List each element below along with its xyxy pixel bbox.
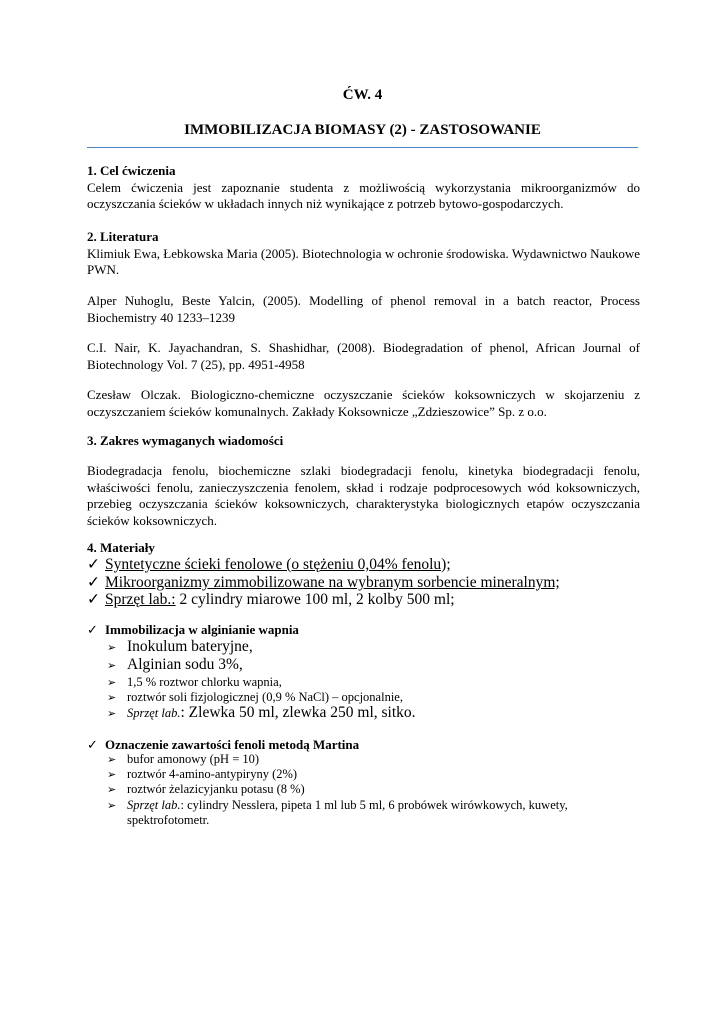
list-item-continuation: spektrofotometr.: [127, 813, 210, 827]
arrow-bullet-icon: ➢: [107, 783, 117, 796]
list-item: ➢ Alginian sodu 3%,: [107, 656, 243, 673]
checkmark-icon: ✓: [87, 573, 100, 591]
checkmark-icon: ✓: [87, 623, 98, 638]
list-item: ➢ 1,5 % roztwor chlorku wapnia,: [107, 675, 282, 689]
arrow-bullet-icon: ➢: [107, 676, 117, 689]
arrow-bullet-icon: ➢: [107, 799, 117, 812]
section-heading-cel: 1. Cel ćwiczenia: [87, 163, 176, 178]
reference-item: Klimiuk Ewa, Łebkowska Maria (2005). Biotechnologia w ochronie środowiska. Wydawnictwo Naukowe PWN.: [87, 245, 640, 277]
list-item: ➢ Inokulum bateryjne,: [107, 638, 253, 655]
section-text-cel: Celem ćwiczenia jest zapoznanie studenta z możliwością wykorzystania mikroorganizmów do oczyszczania ścieków w układach innych niż wynikające z potrzeb bytowo-gospodarczych.: [87, 179, 640, 211]
section-heading-zakres: 3. Zakres wymaganych wiadomości: [87, 433, 284, 448]
reference-item: C.I. Nair, K. Jayachandran, S. Shashidhar, (2008). Biodegradation of phenol, African Journal of Biotechnology Vol. 7 (25), pp. 4951-4958: [87, 340, 640, 372]
list-item: ➢ Sprzęt lab.: Zlewka 50 ml, zlewka 250 ml, sitko.: [107, 704, 416, 721]
exercise-code: ĆW. 4: [342, 87, 383, 103]
section-literatura: [87, 229, 640, 279]
title-divider: [87, 147, 638, 148]
arrow-bullet-icon: ➢: [107, 753, 117, 766]
section-heading-literatura: 2. Literatura: [87, 229, 159, 244]
subsection-heading: Immobilizacja w alginianie wapnia: [105, 622, 299, 637]
subsection-immobilizacja: [87, 622, 299, 638]
subsection-oznaczenie: [87, 737, 359, 753]
checkmark-icon: ✓: [87, 738, 98, 753]
section-text-zakres: Biodegradacja fenolu, biochemiczne szlaki biodegradacji fenolu, kinetyka biodegradacji fenolu, właściwości fenolu, zanieczyszczenia fenolem, skład i rodzaje podprocesowych wód koksowniczych, przebieg oczyszczania ścieków koksowniczych, charakterystyka biologicznych etapów oczyszczania ścieków koksowniczych.: [87, 463, 640, 528]
arrow-bullet-icon: ➢: [107, 641, 117, 654]
materials-item: ✓ Sprzęt lab.: 2 cylindry miarowe 100 ml, 2 kolby 500 ml;: [87, 590, 455, 608]
section-heading-materialy: 4. Materiały: [87, 540, 155, 555]
checkmark-icon: ✓: [87, 555, 100, 573]
list-item: ➢ roztwór soli fizjologicznej (0,9 % NaCl) – opcjonalnie,: [107, 690, 403, 704]
list-item: ➢ roztwór 4-amino-antypiryny (2%): [107, 767, 298, 781]
arrow-bullet-icon: ➢: [107, 659, 117, 672]
equipment-label: Sprzęt lab.: [127, 798, 181, 812]
list-item: ➢ Sprzęt lab.: cylindry Nesslera, pipeta 1 ml lub 5 ml, 6 probówek wirówkowych, kuwety,: [107, 798, 568, 812]
equipment-label: Sprzęt lab.:: [105, 591, 176, 608]
reference-item: Czesław Olczak. Biologiczno-chemiczne oczyszczanie ścieków koksowniczych w skojarzeniu z oczyszczaniem ścieków komunalnych. Zakłady Koksownicze „Zdzieszowice” Sp. z o.o.: [87, 387, 640, 419]
materials-item: ✓ Syntetyczne ścieki fenolowe (o stężeniu 0,04% fenolu);: [87, 555, 451, 573]
equipment-label: Sprzęt lab.: [127, 706, 181, 720]
list-item: ➢ bufor amonowy (pH = 10): [107, 752, 260, 766]
arrow-bullet-icon: ➢: [107, 691, 117, 704]
document-title: IMMOBILIZACJA BIOMASY (2) - ZASTOSOWANIE: [184, 122, 541, 138]
arrow-bullet-icon: ➢: [107, 707, 117, 720]
section-cel: [87, 163, 640, 213]
subsection-heading: Oznaczenie zawartości fenoli metodą Martina: [105, 737, 360, 752]
arrow-bullet-icon: ➢: [107, 768, 117, 781]
list-item: ➢ roztwór żelazicyjanku potasu (8 %): [107, 782, 305, 796]
materials-item: ✓ Mikroorganizmy zimmobilizowane na wybranym sorbencie mineralnym;: [87, 573, 560, 591]
reference-item: Alper Nuhoglu, Beste Yalcin, (2005). Modelling of phenol removal in a batch reactor, Process Biochemistry 40 1233–1239: [87, 293, 640, 325]
checkmark-icon: ✓: [87, 590, 100, 608]
